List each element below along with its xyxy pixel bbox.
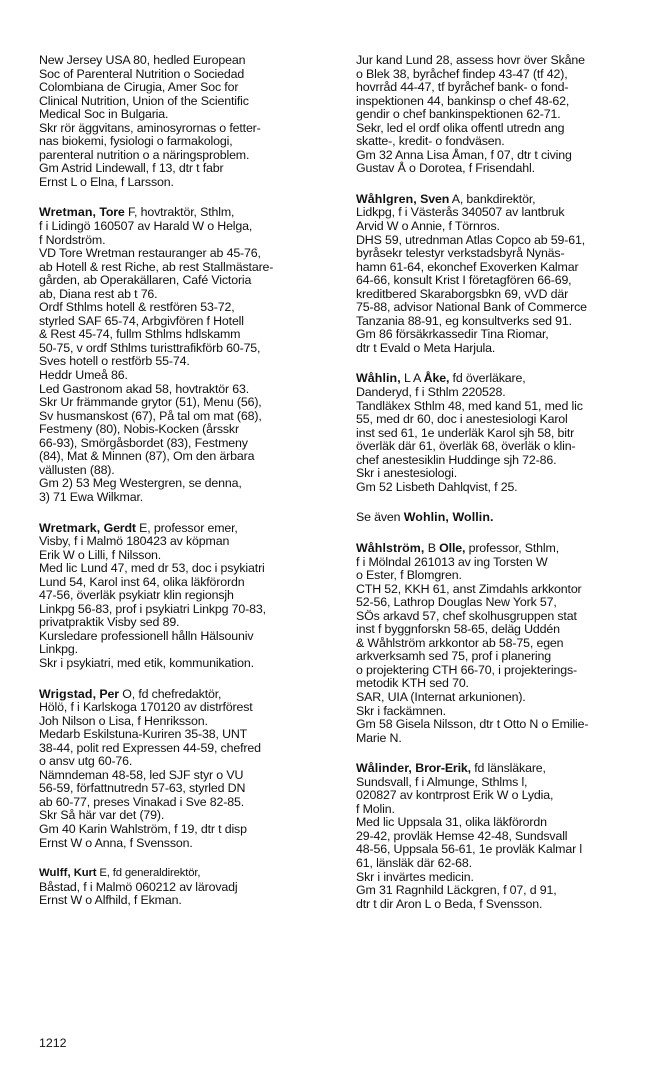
entry-text-line: Colombiana de Cirugia, Amer Soc for: [39, 80, 239, 95]
biography-entry: [39, 54, 339, 189]
entry-text-line: o projektering CTH 66-70, i projekterings-: [356, 662, 577, 677]
entry-text-line: f Nordström.: [39, 232, 106, 247]
entry-text-line: Visby, f i Malmö 180423 av köpman: [39, 534, 230, 549]
see-also-line: [356, 511, 656, 525]
entry-heading-rest: A, bankdirektör,: [449, 191, 536, 206]
entry-text-line: Skr i psykiatri, med etik, kommunikation.: [39, 655, 254, 670]
entry-text-line: dtr t dir Aron L o Beda, f Svensson.: [356, 896, 543, 911]
entry-text-line: Med lic Lund 47, med dr 53, doc i psykiatri: [39, 561, 265, 576]
entry-text-line: Kursledare professionell hålln Hälsouniv: [39, 628, 254, 643]
entry-text-line: 29-42, provläk Hemse 42-48, Sundsvall: [356, 828, 568, 843]
entry-given-name: Åke,: [423, 371, 450, 386]
entry-text-line: Arvid W o Annie, f Törnros.: [356, 219, 500, 234]
entry-text-line: Ernst L o Elna, f Larsson.: [39, 174, 174, 189]
entry-text-line: & Wåhlström arkkontor ab 58-75, egen: [356, 635, 564, 650]
entry-text-line: kreditbered Skaraborgsbkn 69, vVD där: [356, 286, 569, 301]
entry-text-line: Festmeny (80), Nobis-Kocken (årsskr: [39, 422, 239, 437]
entry-surname: Wretman,: [39, 205, 97, 220]
entry-text-line: 61, länsläk där 62-68.: [356, 855, 472, 870]
entry-text-line: 52-56, Lathrop Douglas New York 57,: [356, 595, 557, 610]
biography-entry: [356, 54, 656, 176]
entry-text-line: Tandläkex Sthlm 48, med kand 51, med lic: [356, 398, 583, 413]
entry-text-line: parenteral nutrition o a näringsproblem.: [39, 147, 250, 162]
entry-text-line: CTH 52, KKH 61, anst Zimdahls arkkontor: [356, 581, 582, 596]
entry-text-line: 64-66, konsult Krist I företagfören 66-69,: [356, 273, 572, 288]
entry-text-line: o ansv utg 60-76.: [39, 754, 133, 769]
entry-text-line: Gm Astrid Lindewall, f 13, dtr t fabr: [39, 161, 224, 176]
entry-text-line: privatpraktik Visby sed 89.: [39, 615, 180, 630]
entry-heading-rest: E, professor emer,: [135, 520, 238, 535]
right-column: [356, 54, 656, 928]
entry-text-line: Skr i fackämnen.: [356, 703, 446, 718]
entry-text-line: f Molin.: [356, 801, 395, 816]
entry-given-name: Olle,: [439, 540, 466, 555]
entry-text-line: inspektionen 44, bankinsp o chef 48-62,: [356, 93, 570, 108]
entry-text-line: 56-59, författnutredn 57-63, styrled DN: [39, 781, 246, 796]
entry-text-line: överläk där 61, överläk 68, överläk o klin-: [356, 439, 576, 454]
entry-text-line: Skr i anestesiologi.: [356, 466, 457, 481]
entry-text-line: & Rest 45-74, fullm Sthlms hdlskamm: [39, 327, 241, 342]
see-also-prefix: Se även: [356, 510, 404, 525]
entry-text-line: Lidkpg, f i Västerås 340507 av lantbruk: [356, 205, 565, 220]
entry-text-line: styrled SAF 65-74, Arbgivfören f Hotell: [39, 313, 244, 328]
entry-text-line: Erik W o Lilli, f Nilsson.: [39, 547, 162, 562]
entry-heading: [39, 206, 339, 220]
entry-text-line: 50-75, v ordf Sthlms turisttrafikförb 60-75,: [39, 340, 261, 355]
entry-text-line: inst sed 61, 1e underläk Karol sjh 58, bitr: [356, 425, 575, 440]
biography-entry: [39, 206, 339, 504]
entry-text-line: Skr Ur främmande grytor (51), Menu (56),: [39, 395, 262, 410]
entry-text-line: Tanzania 88-91, eg konsultverks sed 91.: [356, 313, 572, 328]
entry-text-line: 75-88, advisor National Bank of Commerce: [356, 300, 587, 315]
entry-text-line: nas biokemi, fysiologi o farmakologi,: [39, 134, 233, 149]
entry-text-line: Jur kand Lund 28, assess hovr över Skåne: [356, 53, 585, 67]
entry-text-line: gendir o chef bankinspektionen 62-71.: [356, 107, 561, 122]
entry-text-line: Ernst W o Alfhild, f Ekman.: [39, 893, 182, 908]
entry-heading: [356, 762, 656, 776]
biography-entry: [39, 522, 339, 671]
entry-text-line: Nämndeman 48-58, led SJF styr o VU: [39, 767, 244, 782]
entry-heading-rest: fd länsläkare,: [470, 761, 546, 776]
entry-text-line: Hölö, f i Karlskoga 170120 av distrförest: [39, 700, 253, 715]
entry-text-line: Heddr Umeå 86.: [39, 368, 128, 383]
entry-heading-rest: professor, Sthlm,: [465, 540, 559, 555]
entry-text-line: hovrråd 44-47, tf byråchef bank- o fond-: [356, 80, 569, 95]
entry-text-line: dtr t Evald o Meta Harjula.: [356, 340, 496, 355]
entry-text-line: Skr i invärtes medicin.: [356, 869, 474, 884]
entry-text-line: chef anestesiklin Huddinge sjh 72-86.: [356, 452, 557, 467]
biography-entry: [356, 193, 656, 356]
entry-initials: B: [424, 540, 440, 555]
entry-text-line: Gm 40 Karin Wahlström, f 19, dtr t disp: [39, 821, 247, 836]
see-also-names: Wohlin, Wollin.: [403, 510, 494, 525]
entry-text-line: Gm 2) 53 Meg Westergren, se denna,: [39, 476, 242, 491]
entry-text-line: Gustav Å o Dorotea, f Frisendahl.: [356, 161, 535, 176]
see-also-note: [356, 511, 656, 525]
entry-text-line: Gm 31 Ragnhild Läckgren, f 07, d 91,: [356, 883, 557, 898]
entry-text-line: 47-56, överläk psykiatr klin regionsjh: [39, 588, 234, 603]
biography-entry: [356, 372, 656, 494]
entry-initials: L A: [400, 371, 424, 386]
entry-text-line: SAR, UIA (Internat arkunionen).: [356, 689, 526, 704]
entry-heading: [39, 688, 339, 702]
entry-text-line: 3) 71 Ewa Wilkmar.: [39, 489, 144, 504]
entry-text-line: DHS 59, utrednman Atlas Copco ab 59-61,: [356, 232, 586, 247]
entry-text-line: Skr Så här var det (79).: [39, 808, 165, 823]
biography-entry: [39, 688, 339, 851]
entry-heading-rest: E, fd generaldirektör,: [96, 867, 201, 880]
entry-heading: [356, 372, 656, 386]
entry-text-line: ab 60-77, preses Vinakad i Sve 82-85.: [39, 794, 245, 809]
entry-text-line: ab, Diana rest ab t 76.: [39, 286, 158, 301]
left-column: [39, 54, 339, 925]
entry-text-line: Clinical Nutrition, Union of the Scientific: [39, 93, 249, 108]
entry-text-line: SÖs arkavd 57, chef skolhusgruppen stat: [356, 608, 577, 623]
entry-text-line: Danderyd, f i Sthlm 220528.: [356, 385, 506, 400]
entry-heading-rest: O, fd chefredaktör,: [118, 686, 222, 701]
entry-text-line: f i Mölndal 261013 av ing Torsten W: [356, 554, 548, 569]
entry-heading: [39, 522, 339, 536]
entry-text-line: Lund 54, Karol inst 64, olika läkförordn: [39, 574, 245, 589]
entry-text-line: Linkpg.: [39, 642, 78, 657]
entry-surname: Wrigstad,: [39, 686, 97, 701]
entry-given-name: Kurt: [73, 867, 97, 880]
entry-heading: [39, 867, 339, 881]
biography-entry: [356, 762, 656, 911]
entry-text-line: o Ester, f Blomgren.: [356, 568, 462, 583]
entry-text-line: Skr rör äggvitans, aminosyrornas o fetter-: [39, 120, 261, 135]
entry-text-line: Sv husmanskost (67), På tal om mat (68),: [39, 408, 262, 423]
entry-text-line: New Jersey USA 80, hedled European: [39, 53, 246, 67]
entry-text-line: Gm 32 Anna Lisa Åman, f 07, dtr t civing: [356, 147, 572, 162]
entry-text-line: inst f byggnforskn 58-65, deläg Uddén: [356, 622, 560, 637]
entry-text-line: 55, med dr 60, doc i anestesiologi Karol: [356, 412, 568, 427]
entry-text-line: Led Gastronom akad 58, hovtraktör 63.: [39, 381, 250, 396]
entry-heading-rest: F, hovtraktör, Sthlm,: [124, 205, 235, 220]
entry-text-line: gården, ab Operakällaren, Café Victoria: [39, 273, 252, 288]
entry-surname: Wålinder,: [356, 761, 412, 776]
entry-given-name: Per: [99, 686, 119, 701]
entry-given-name: Tore: [99, 205, 125, 220]
entry-text-line: 48-56, Uppsala 56-61, 1e provläk Kalmar l: [356, 842, 582, 857]
entry-heading: [356, 193, 656, 207]
biography-entry: [39, 867, 339, 908]
entry-text-line: Gm 86 försäkrkassedir Tina Riomar,: [356, 327, 549, 342]
entry-text-line: 020827 av kontrprost Erik W o Lydia,: [356, 788, 554, 803]
entry-text-line: 66-93), Smörgåsbordet (83), Festmeny: [39, 435, 248, 450]
entry-text-line: Medical Soc in Bulgaria.: [39, 107, 169, 122]
entry-given-name: Gerdt: [103, 520, 136, 535]
entry-heading-rest: fd överläkare,: [449, 371, 526, 386]
entry-text-line: Sundsvall, f i Almunge, Sthlms l,: [356, 774, 528, 789]
entry-text-line: Linkpg 56-83, prof i psykiatri Linkpg 70-83,: [39, 601, 266, 616]
entry-text-line: Marie N.: [356, 730, 402, 745]
entry-text-line: hamn 61-64, ekonchef Exoverken Kalmar: [356, 259, 579, 274]
entry-text-line: metodik KTH sed 70.: [356, 676, 469, 691]
entry-text-line: Sekr, led el ordf olika offentl utredn ang: [356, 120, 565, 135]
entry-text-line: byråsekr telestyr verkstadsbyrå Nynäs-: [356, 246, 565, 261]
entry-text-line: (84), Mat & Minnen (87), Om den ärbara: [39, 449, 255, 464]
entry-text-line: Med lic Uppsala 31, olika läkförordn: [356, 815, 547, 830]
entry-text-line: VD Tore Wretman restauranger ab 45-76,: [39, 246, 261, 261]
entry-text-line: Gm 58 Gisela Nilsson, dtr t Otto N o Emilie-: [356, 717, 589, 732]
entry-text-line: Soc of Parenteral Nutrition o Sociedad: [39, 66, 245, 81]
entry-text-line: 38-44, polit red Expressen 44-59, chefred: [39, 740, 261, 755]
entry-text-line: vällusten (88).: [39, 462, 115, 477]
entry-heading: [356, 542, 656, 556]
entry-text-line: ab Hotell & rest Riche, ab rest Stallmästare-: [39, 259, 274, 274]
entry-text-line: Sves hotell o restförb 55-74.: [39, 354, 190, 369]
page-number: 1212: [39, 1036, 67, 1050]
entry-text-line: Medarb Eskilstuna-Kuriren 35-38, UNT: [39, 727, 248, 742]
entry-surname: Wulff,: [39, 867, 71, 880]
entry-text-line: f i Lidingö 160507 av Harald W o Helga,: [39, 219, 253, 234]
entry-text-line: Joh Nilson o Lisa, f Henriksson.: [39, 713, 208, 728]
entry-text-line: Ordf Sthlms hotell & restfören 53-72,: [39, 300, 235, 315]
entry-given-name: Bror-Erik,: [415, 761, 471, 776]
entry-surname: Wåhlin,: [356, 371, 401, 386]
entry-text-line: Gm 52 Lisbeth Dahlqvist, f 25.: [356, 479, 518, 494]
entry-text-line: Båstad, f i Malmö 060212 av lärovadj: [39, 879, 238, 894]
entry-given-name: Sven: [420, 191, 450, 206]
entry-text-line: arkverksamh sed 75, prof i planering: [356, 649, 552, 664]
entry-text-line: skatte-, kredit- o fondväsen.: [356, 134, 505, 149]
entry-surname: Wretmark,: [39, 520, 101, 535]
entry-text-line: o Blek 38, byråchef findep 43-47 (tf 42),: [356, 66, 568, 81]
entry-text-line: Ernst W o Anna, f Svensson.: [39, 835, 193, 850]
entry-surname: Wåhlgren,: [356, 191, 417, 206]
biography-entry: [356, 542, 656, 745]
entry-surname: Wåhlström,: [356, 540, 425, 555]
